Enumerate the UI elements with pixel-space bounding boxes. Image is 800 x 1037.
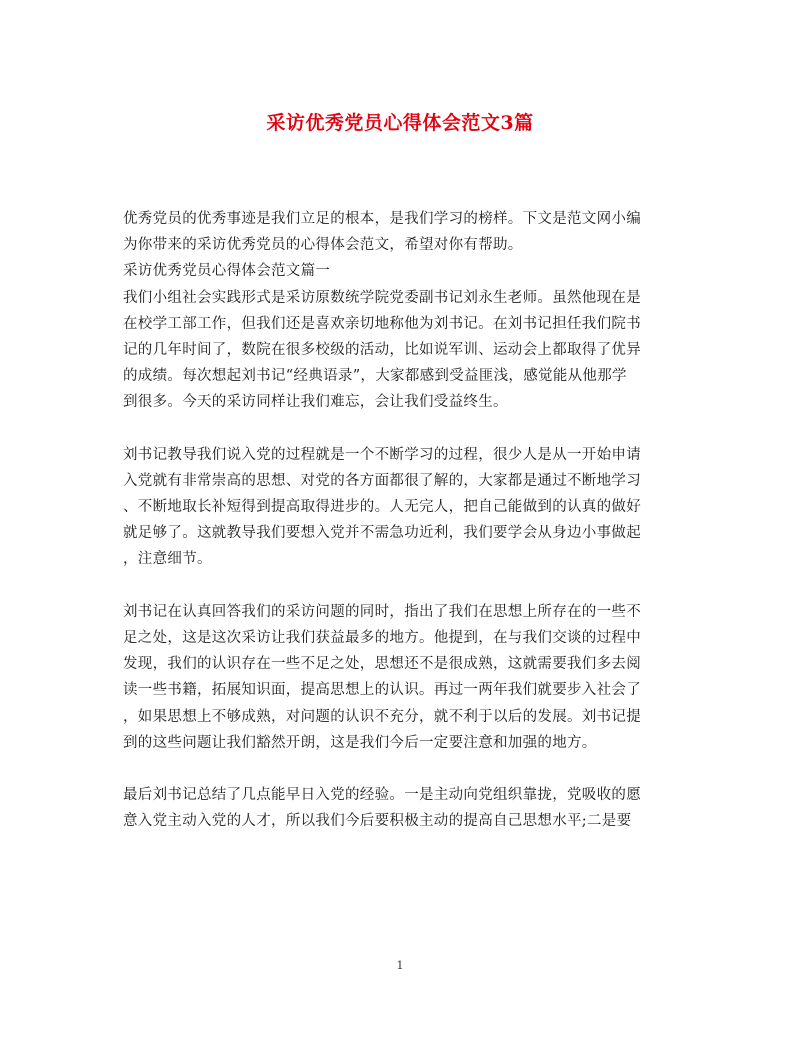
text-line: 刘书记教导我们说入党的过程就是一个不断学习的过程，很少人是从一开始申请 [123, 446, 641, 463]
text-line: 最后刘书记总结了几点能早日入党的经验。一是主动向党组织靠拢，党吸收的愿 [123, 787, 641, 804]
text-line: 采访优秀党员心得体会范文篇一 [123, 263, 331, 280]
text-line: 到很多。今天的采访同样让我们难忘，会让我们受益终生。 [123, 394, 508, 411]
text-line: 我们小组社会实践形式是采访原数统学院党委副书记刘永生老师。虽然他现在是 [123, 289, 641, 306]
text-line: ，注意细节。 [123, 551, 212, 568]
paragraph-gap [123, 573, 677, 599]
paragraph-gap [123, 756, 677, 782]
text-line: 、不断地取长补短得到提高取得进步的。人无完人，把自己能做到的认真的做好 [123, 499, 641, 516]
text-line: 为你带来的采访优秀党员的心得体会范文，希望对你有帮助。 [123, 237, 523, 254]
text-line: 意入党主动入党的人才，所以我们今后要积极主动的提高自己思想水平;二是要 [123, 813, 632, 830]
text-line: 刘书记在认真回答我们的采访问题的同时，指出了我们在思想上所存在的一些不 [123, 603, 641, 620]
text-line: ，如果思想上不够成熟，对问题的认识不充分，就不利于以后的发展。刘书记提 [123, 708, 641, 725]
text-line: 记的几年时间了，数院在很多校级的活动，比如说军训、运动会上都取得了优异 [123, 341, 641, 358]
page-number: 1 [396, 959, 404, 972]
document-body [123, 206, 677, 835]
text-line: 在校学工部工作，但我们还是喜欢亲切地称他为刘书记。在刘书记担任我们院书 [123, 315, 641, 332]
document-title: 采访优秀党员心得体会范文3篇 [266, 112, 534, 134]
text-line: 入党就有非常崇高的思想、对党的各方面都很了解的，大家都是通过不断地学习 [123, 472, 641, 489]
text-line: 到的这些问题让我们豁然开朗，这是我们今后一定要注意和加强的地方。 [123, 734, 597, 751]
text-line: 读一些书籍，拓展知识面，提高思想上的认识。再过一两年我们就要步入社会了 [123, 682, 641, 699]
text-line: 足之处，这是这次采访让我们获益最多的地方。他提到，在与我们交谈的过程中 [123, 630, 641, 646]
paragraph-gap [123, 416, 677, 442]
text-line: 的成绩。每次想起刘书记“经典语录”，大家都感到受益匪浅，感觉能从他那学 [123, 368, 627, 385]
text-line: 就足够了。这就教导我们要想入党并不需急功近利，我们要学会从身边小事做起 [123, 525, 641, 542]
text-line: 发现，我们的认识存在一些不足之处，思想还不是很成熟，这就需要我们多去阅 [123, 656, 641, 673]
text-line: 优秀党员的优秀事迹是我们立足的根本，是我们学习的榜样。下文是范文网小编 [123, 211, 641, 227]
